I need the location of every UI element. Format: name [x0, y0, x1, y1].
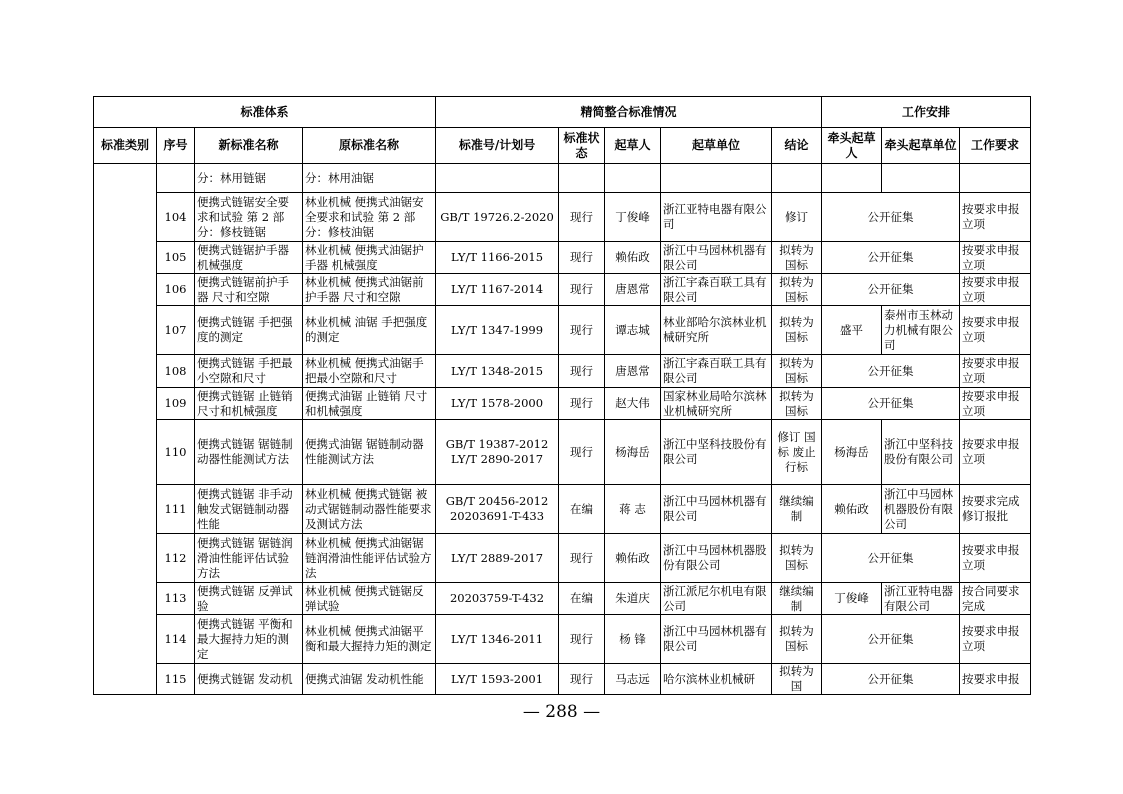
table-row — [94, 615, 1031, 664]
drafter-unit-cell: 浙江中马园林机器有限公司 — [661, 242, 772, 274]
drafter-unit-cell: 浙江宇森百联工具有限公司 — [661, 274, 772, 306]
requirement-cell: 按要求申报立项 — [960, 274, 1031, 306]
status-cell — [559, 164, 605, 193]
group-header-work-plan: 工作安排 — [822, 97, 1031, 128]
orig-name-cell: 便携式油锯 止链销 尺寸和机械强度 — [303, 388, 436, 420]
drafter-unit-cell: 国家林业局哈尔滨林业机械研究所 — [661, 388, 772, 420]
orig-name-cell: 林业机械 便携式链锯反弹试验 — [303, 583, 436, 615]
new-name-cell: 便携式链锯安全要求和试验 第 2 部分：修枝链锯 — [195, 193, 303, 242]
seq-cell: 113 — [157, 583, 195, 615]
status-cell: 现行 — [559, 242, 605, 274]
requirement-cell: 按要求申报立项 — [960, 420, 1031, 485]
work-arrangement-cell: 公开征集 — [822, 274, 960, 306]
col-header-std-no: 标准号/计划号 — [436, 128, 559, 164]
lead-drafter-cell: 赖佑政 — [822, 485, 882, 534]
seq-cell: 114 — [157, 615, 195, 664]
seq-cell: 115 — [157, 664, 195, 695]
lead-unit-cell — [882, 164, 960, 193]
work-arrangement-cell: 公开征集 — [822, 534, 960, 583]
group-header-integration: 精简整合标准情况 — [436, 97, 822, 128]
conclusion-cell: 拟转为国 — [772, 664, 822, 695]
orig-name-cell: 便携式油锯 发动机性能 — [303, 664, 436, 695]
drafter-cell: 谭志城 — [605, 306, 661, 355]
col-header-lead-unit: 牵头起草单位 — [882, 128, 960, 164]
new-name-cell: 便携式链锯 反弹试验 — [195, 583, 303, 615]
drafter-cell: 赵大伟 — [605, 388, 661, 420]
conclusion-cell: 拟转为国标 — [772, 355, 822, 388]
drafter-unit-cell: 浙江中马园林机器有限公司 — [661, 615, 772, 664]
table-row — [94, 485, 1031, 534]
work-arrangement-cell: 公开征集 — [822, 664, 960, 695]
std-no-cell: LY/T 2889-2017 — [436, 534, 559, 583]
new-name-cell: 便携式链锯 止链销尺寸和机械强度 — [195, 388, 303, 420]
lead-unit-cell: 泰州市玉林动力机械有限公司 — [882, 306, 960, 355]
conclusion-cell: 拟转为国标 — [772, 534, 822, 583]
table-row — [94, 306, 1031, 355]
col-header-requirement: 工作要求 — [960, 128, 1031, 164]
drafter-cell: 杨海岳 — [605, 420, 661, 485]
col-header-conclusion: 结论 — [772, 128, 822, 164]
requirement-cell: 按要求申报立项 — [960, 355, 1031, 388]
drafter-unit-cell: 浙江派尼尔机电有限公司 — [661, 583, 772, 615]
conclusion-cell: 拟转为国标 — [772, 615, 822, 664]
conclusion-cell: 修订 国标 废止 行标 — [772, 420, 822, 485]
work-arrangement-cell: 公开征集 — [822, 615, 960, 664]
seq-cell: 107 — [157, 306, 195, 355]
requirement-cell: 按要求申报立项 — [960, 242, 1031, 274]
std-no-cell: LY/T 1167-2014 — [436, 274, 559, 306]
lead-unit-cell: 浙江中马园林机器股份有限公司 — [882, 485, 960, 534]
status-cell: 现行 — [559, 388, 605, 420]
status-cell: 现行 — [559, 306, 605, 355]
orig-name-cell: 林业机械 油锯 手把强度的测定 — [303, 306, 436, 355]
lead-drafter-cell: 丁俊峰 — [822, 583, 882, 615]
orig-name-cell: 林业机械 便携式油锯前护手器 尺寸和空隙 — [303, 274, 436, 306]
drafter-cell: 丁俊峰 — [605, 193, 661, 242]
orig-name-cell: 林业机械 便携式油锯手把最小空隙和尺寸 — [303, 355, 436, 388]
col-header-lead-drafter: 牵头起草人 — [822, 128, 882, 164]
new-name-cell: 便携式链锯 平衡和最大握持力矩的测定 — [195, 615, 303, 664]
orig-name-cell: 林业机械 便携式油锯锯链润滑油性能评估试验方法 — [303, 534, 436, 583]
work-arrangement-cell: 公开征集 — [822, 242, 960, 274]
orig-name-cell: 分：林用油锯 — [303, 164, 436, 193]
std-no-cell — [436, 164, 559, 193]
requirement-cell — [960, 164, 1031, 193]
new-name-cell: 便携式链锯 锯链润滑油性能评估试验方法 — [195, 534, 303, 583]
seq-cell: 106 — [157, 274, 195, 306]
col-header-seq: 序号 — [157, 128, 195, 164]
new-name-cell: 便携式链锯 手把最小空隙和尺寸 — [195, 355, 303, 388]
conclusion-cell: 拟转为国标 — [772, 242, 822, 274]
table-row — [94, 355, 1031, 388]
std-no-cell: LY/T 1166-2015 — [436, 242, 559, 274]
drafter-unit-cell: 浙江宇森百联工具有限公司 — [661, 355, 772, 388]
table-row — [94, 388, 1031, 420]
status-cell: 现行 — [559, 664, 605, 695]
col-header-status: 标准状态 — [559, 128, 605, 164]
table-row — [94, 242, 1031, 274]
seq-cell: 110 — [157, 420, 195, 485]
new-name-cell: 便携式链锯护手器机械强度 — [195, 242, 303, 274]
requirement-cell: 按要求申报立项 — [960, 193, 1031, 242]
orig-name-cell: 林业机械 便携式链锯 被动式锯链制动器性能要求及测试方法 — [303, 485, 436, 534]
new-name-cell: 便携式链锯 发动机 — [195, 664, 303, 695]
new-name-cell: 分：林用链锯 — [195, 164, 303, 193]
lead-drafter-cell: 盛平 — [822, 306, 882, 355]
orig-name-cell: 林业机械 便携式油锯安全要求和试验 第 2 部分：修枝油锯 — [303, 193, 436, 242]
lead-unit-cell: 浙江亚特电器有限公司 — [882, 583, 960, 615]
table-row — [94, 534, 1031, 583]
new-name-cell: 便携式链锯 锯链制动器性能测试方法 — [195, 420, 303, 485]
requirement-cell: 按要求完成修订报批 — [960, 485, 1031, 534]
page-number: — 288 — — [522, 702, 601, 722]
requirement-cell: 按要求申报立项 — [960, 534, 1031, 583]
drafter-cell — [605, 164, 661, 193]
drafter-cell: 蒋 志 — [605, 485, 661, 534]
conclusion-cell — [772, 164, 822, 193]
std-no-cell: GB/T 19387-2012 LY/T 2890-2017 — [436, 420, 559, 485]
status-cell: 现行 — [559, 615, 605, 664]
status-cell: 现行 — [559, 534, 605, 583]
group-header-row — [94, 97, 1031, 128]
seq-cell — [157, 164, 195, 193]
table-row — [94, 193, 1031, 242]
col-header-new-name: 新标准名称 — [195, 128, 303, 164]
new-name-cell: 便携式链锯 非手动触发式锯链制动器性能 — [195, 485, 303, 534]
requirement-cell: 按要求申报 — [960, 664, 1031, 695]
drafter-unit-cell: 浙江中坚科技股份有限公司 — [661, 420, 772, 485]
std-no-cell: LY/T 1346-2011 — [436, 615, 559, 664]
col-header-orig-name: 原标准名称 — [303, 128, 436, 164]
seq-cell: 104 — [157, 193, 195, 242]
seq-cell: 111 — [157, 485, 195, 534]
drafter-cell: 朱道庆 — [605, 583, 661, 615]
conclusion-cell: 修订 — [772, 193, 822, 242]
new-name-cell: 便携式链锯 手把强度的测定 — [195, 306, 303, 355]
table-row — [94, 420, 1031, 485]
standards-table — [93, 96, 1031, 695]
drafter-unit-cell: 哈尔滨林业机械研 — [661, 664, 772, 695]
conclusion-cell: 继续编制 — [772, 485, 822, 534]
seq-cell: 109 — [157, 388, 195, 420]
requirement-cell: 按要求申报立项 — [960, 388, 1031, 420]
status-cell: 现行 — [559, 355, 605, 388]
orig-name-cell: 林业机械 便携式油锯护手器 机械强度 — [303, 242, 436, 274]
seq-cell: 112 — [157, 534, 195, 583]
table-row — [94, 164, 1031, 193]
status-cell: 在编 — [559, 485, 605, 534]
conclusion-cell: 拟转为国标 — [772, 274, 822, 306]
conclusion-cell: 继续编制 — [772, 583, 822, 615]
table-body — [94, 164, 1031, 695]
drafter-unit-cell: 林业部哈尔滨林业机械研究所 — [661, 306, 772, 355]
conclusion-cell: 拟转为国标 — [772, 306, 822, 355]
drafter-cell: 赖佑政 — [605, 242, 661, 274]
std-no-cell: 20203759-T-432 — [436, 583, 559, 615]
drafter-cell: 唐恩常 — [605, 355, 661, 388]
drafter-unit-cell: 浙江亚特电器有限公司 — [661, 193, 772, 242]
work-arrangement-cell: 公开征集 — [822, 355, 960, 388]
drafter-cell: 马志远 — [605, 664, 661, 695]
drafter-unit-cell: 浙江中马园林机器股份有限公司 — [661, 534, 772, 583]
category-cell — [94, 164, 157, 695]
requirement-cell: 按要求申报立项 — [960, 615, 1031, 664]
drafter-unit-cell: 浙江中马园林机器有限公司 — [661, 485, 772, 534]
std-no-cell: GB/T 19726.2-2020 — [436, 193, 559, 242]
col-header-drafter-unit: 起草单位 — [661, 128, 772, 164]
group-header-standard-system: 标准体系 — [94, 97, 436, 128]
col-header-category: 标准类别 — [94, 128, 157, 164]
work-arrangement-cell: 公开征集 — [822, 193, 960, 242]
conclusion-cell: 拟转为国标 — [772, 388, 822, 420]
std-no-cell: LY/T 1347-1999 — [436, 306, 559, 355]
column-header-row — [94, 128, 1031, 164]
table-row — [94, 583, 1031, 615]
table-row — [94, 664, 1031, 695]
drafter-cell: 杨 锋 — [605, 615, 661, 664]
work-arrangement-cell: 公开征集 — [822, 388, 960, 420]
lead-unit-cell: 浙江中坚科技股份有限公司 — [882, 420, 960, 485]
std-no-cell: LY/T 1578-2000 — [436, 388, 559, 420]
std-no-cell: GB/T 20456-2012 20203691-T-433 — [436, 485, 559, 534]
drafter-cell: 唐恩常 — [605, 274, 661, 306]
requirement-cell: 按要求申报立项 — [960, 306, 1031, 355]
seq-cell: 105 — [157, 242, 195, 274]
col-header-drafter: 起草人 — [605, 128, 661, 164]
drafter-unit-cell — [661, 164, 772, 193]
drafter-cell: 赖佑政 — [605, 534, 661, 583]
orig-name-cell: 林业机械 便携式油锯平衡和最大握持力矩的测定 — [303, 615, 436, 664]
status-cell: 现行 — [559, 274, 605, 306]
new-name-cell: 便携式链锯前护手器 尺寸和空隙 — [195, 274, 303, 306]
std-no-cell: LY/T 1348-2015 — [436, 355, 559, 388]
status-cell: 现行 — [559, 193, 605, 242]
lead-drafter-cell — [822, 164, 882, 193]
seq-cell: 108 — [157, 355, 195, 388]
table-row — [94, 274, 1031, 306]
requirement-cell: 按合同要求完成 — [960, 583, 1031, 615]
status-cell: 现行 — [559, 420, 605, 485]
status-cell: 在编 — [559, 583, 605, 615]
orig-name-cell: 便携式油锯 锯链制动器性能测试方法 — [303, 420, 436, 485]
lead-drafter-cell: 杨海岳 — [822, 420, 882, 485]
std-no-cell: LY/T 1593-2001 — [436, 664, 559, 695]
